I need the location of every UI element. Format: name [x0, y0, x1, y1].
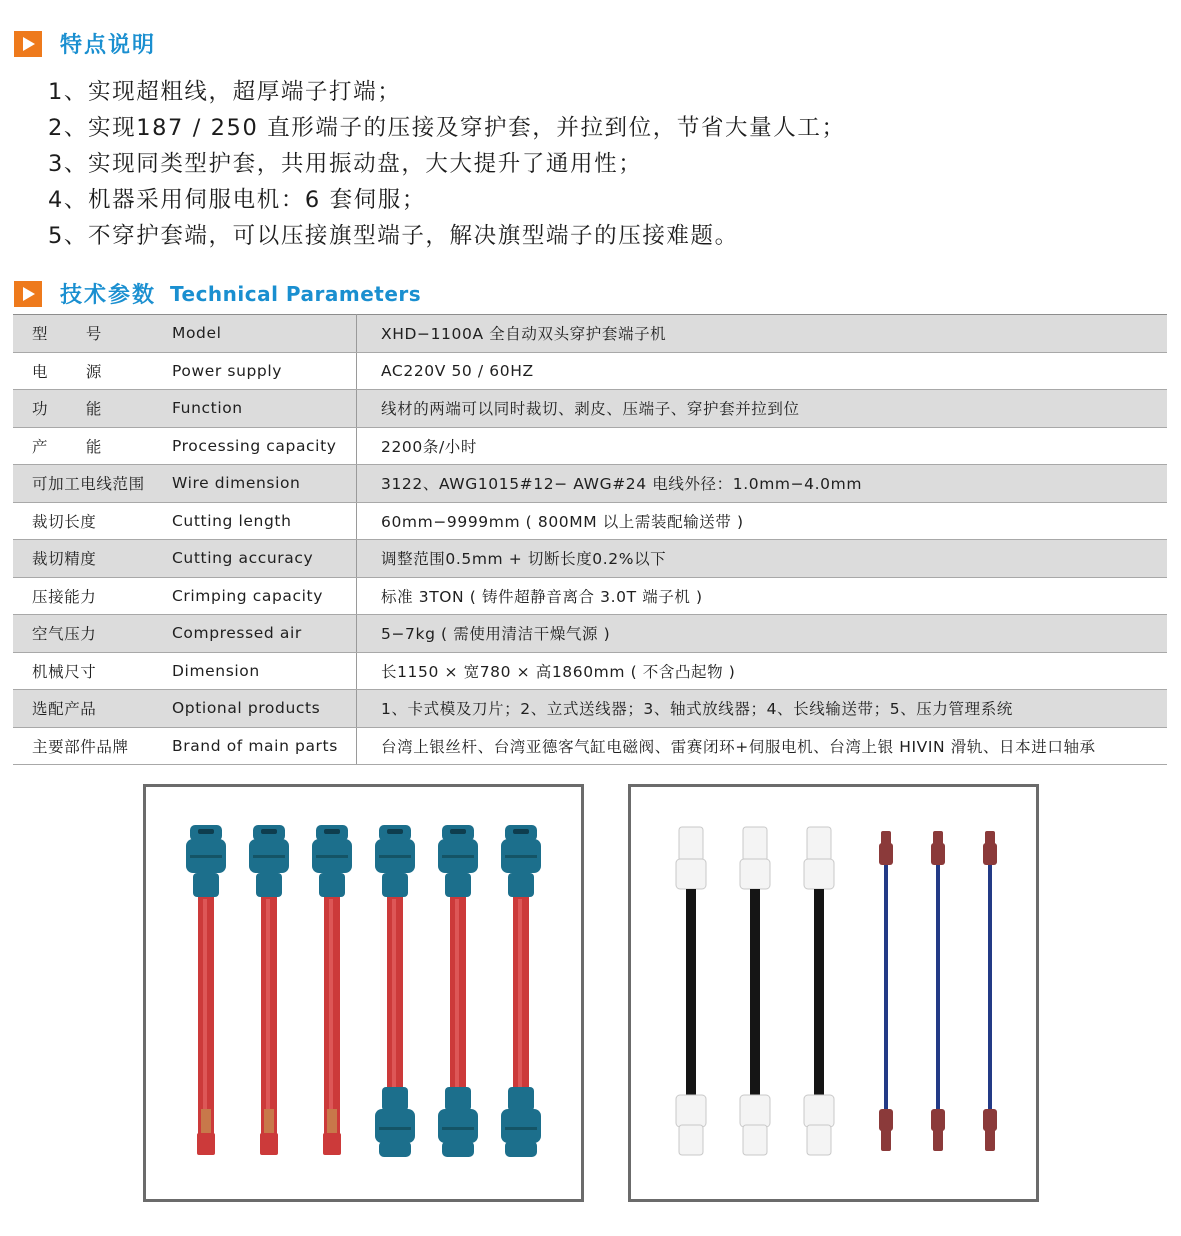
- feature-item: 2、实现187 / 250 直形端子的压接及穿护套，并拉到位，节省大量人工；: [48, 115, 846, 141]
- terminal-sleeve: [983, 1109, 997, 1131]
- param-label-cn: 主要部件品牌: [13, 727, 172, 765]
- params-title-en: Technical Parameters: [170, 281, 422, 306]
- terminal-cap: [985, 1129, 995, 1151]
- wire-end: [197, 1133, 215, 1155]
- feature-item: 1、实现超粗线，超厚端子打端；: [48, 79, 402, 105]
- param-value: XHD−1100A 全自动双头穿护套端子机: [357, 315, 1168, 353]
- play-arrow-icon: [14, 281, 42, 307]
- param-row: [13, 577, 1167, 615]
- terminal-blade: [807, 827, 831, 861]
- param-label-en: Brand of main parts: [172, 727, 357, 765]
- param-row: [13, 315, 1167, 353]
- params-header: [14, 278, 421, 309]
- sleeve-neck: [508, 873, 534, 897]
- sleeve-ridge: [505, 855, 537, 858]
- param-value: 5−7kg ( 需使用清洁干燥气源 ): [357, 615, 1168, 653]
- photo-black-blue-wires: [628, 784, 1039, 1202]
- param-label-cn: [13, 390, 172, 428]
- param-label-en: Crimping capacity: [172, 577, 357, 615]
- terminal-sleeve: [931, 843, 945, 865]
- param-label-en: Wire dimension: [172, 465, 357, 503]
- param-label-cn: 裁切精度: [13, 540, 172, 578]
- copper-tip: [327, 1109, 337, 1135]
- red-wire-assemblies-image: [146, 787, 581, 1199]
- sleeve-neck: [193, 873, 219, 897]
- blue-wire: [936, 865, 940, 1109]
- copper-tip: [201, 1109, 211, 1135]
- sleeve-ridge: [379, 1127, 411, 1130]
- param-row: [13, 727, 1167, 765]
- black-wire: [814, 889, 824, 1097]
- sleeve-ridge: [442, 855, 474, 858]
- terminal-sleeve: [879, 843, 893, 865]
- param-label-cn: 压接能力: [13, 577, 172, 615]
- param-value: 线材的两端可以同时裁切、剥皮、压端子、穿护套并拉到位: [357, 390, 1168, 428]
- param-label-cn: [13, 352, 172, 390]
- sleeve-neck: [445, 1087, 471, 1111]
- feature-item: 3、实现同类型护套，共用振动盘，大大提升了通用性；: [48, 151, 643, 177]
- terminal-cap: [881, 831, 891, 845]
- black-blue-wire-assemblies-image: [631, 787, 1036, 1199]
- black-wire: [686, 889, 696, 1097]
- param-value: AC220V 50 / 60HZ: [357, 352, 1168, 390]
- param-value: 长1150 × 宽780 × 高1860mm ( 不含凸起物 ): [357, 652, 1168, 690]
- sleeve-neck: [382, 873, 408, 897]
- wire-highlight: [329, 899, 333, 1139]
- param-label-en: Compressed air: [172, 615, 357, 653]
- features-title: 特点说明: [60, 33, 157, 58]
- terminal-sleeve: [676, 859, 706, 889]
- param-value: 台湾上银丝杆、台湾亚德客气缸电磁阀、雷赛闭环+伺服电机、台湾上银 HIVIN 滑轨、日本进口轴承: [357, 727, 1168, 765]
- sleeve-ridge: [442, 1127, 474, 1130]
- param-value: 1、卡式模及刀片；2、立式送线器；3、轴式放线器；4、长线输送带；5、压力管理系统: [357, 690, 1168, 728]
- param-row: [13, 652, 1167, 690]
- sleeve-body: [438, 1109, 478, 1143]
- param-label-cn: 裁切长度: [13, 502, 172, 540]
- param-label-cn-spread: 电 源: [32, 362, 102, 381]
- terminal-cap: [933, 1129, 943, 1151]
- copper-tip: [264, 1109, 274, 1135]
- param-label-cn: [13, 315, 172, 353]
- param-value: 标准 3TON ( 铸件超静音离合 3.0T 端子机 ): [357, 577, 1168, 615]
- sleeve-neck: [382, 1087, 408, 1111]
- terminal-cap: [985, 831, 995, 845]
- black-wire: [750, 889, 760, 1097]
- feature-item: 4、机器采用伺服电机：6 套伺服；: [48, 187, 426, 213]
- sleeve-slot: [387, 829, 403, 834]
- sleeve-neck: [508, 1087, 534, 1111]
- param-row: [13, 502, 1167, 540]
- sleeve-ridge: [316, 855, 348, 858]
- terminal-blade: [743, 1125, 767, 1155]
- photo-red-wires: [143, 784, 584, 1202]
- param-label-en: Dimension: [172, 652, 357, 690]
- feature-list: [48, 74, 846, 254]
- param-label-cn: 可加工电线范围: [13, 465, 172, 503]
- sleeve-ridge: [253, 855, 285, 858]
- terminal-sleeve: [931, 1109, 945, 1131]
- blue-wire: [884, 865, 888, 1109]
- param-label-cn-spread: 型 号: [32, 325, 102, 344]
- param-label-en: Cutting accuracy: [172, 540, 357, 578]
- blue-wire: [988, 865, 992, 1109]
- param-label-cn: 机械尺寸: [13, 652, 172, 690]
- param-value: 2200条/小时: [357, 427, 1168, 465]
- params-title-cn: 技术参数: [60, 283, 157, 308]
- terminal-sleeve: [804, 859, 834, 889]
- param-label-en: Optional products: [172, 690, 357, 728]
- terminal-cap: [933, 831, 943, 845]
- play-arrow-icon: [14, 31, 42, 57]
- sleeve-neck: [319, 873, 345, 897]
- param-label-en: Processing capacity: [172, 427, 357, 465]
- param-label-en: Function: [172, 390, 357, 428]
- terminal-blade: [743, 827, 767, 861]
- sleeve-slot: [450, 829, 466, 834]
- param-row: [13, 690, 1167, 728]
- sleeve-slot: [324, 829, 340, 834]
- sleeve-slot: [261, 829, 277, 834]
- sleeve-slot: [198, 829, 214, 834]
- sleeve-ridge: [379, 855, 411, 858]
- sleeve-ridge: [190, 855, 222, 858]
- wire-end: [323, 1133, 341, 1155]
- param-row: [13, 427, 1167, 465]
- param-label-cn-spread: 产 能: [32, 437, 102, 456]
- features-header: [14, 28, 156, 59]
- sleeve-slot: [513, 829, 529, 834]
- sleeve-body: [501, 1109, 541, 1143]
- terminal-blade: [679, 1125, 703, 1155]
- param-row: [13, 465, 1167, 503]
- feature-item: 5、不穿护套端，可以压接旗型端子，解决旗型端子的压接难题。: [48, 223, 739, 249]
- param-value: 调整范围0.5mm + 切断长度0.2%以下: [357, 540, 1168, 578]
- sleeve-ridge: [505, 1127, 537, 1130]
- sleeve-body: [375, 1109, 415, 1143]
- terminal-cap: [881, 1129, 891, 1151]
- terminal-sleeve: [804, 1095, 834, 1127]
- param-label-cn-spread: 功 能: [32, 400, 102, 419]
- terminal-blade: [679, 827, 703, 861]
- wire-end: [260, 1133, 278, 1155]
- terminal-blade: [807, 1125, 831, 1155]
- param-label-en: Cutting length: [172, 502, 357, 540]
- param-row: [13, 352, 1167, 390]
- terminal-sleeve: [740, 859, 770, 889]
- sleeve-neck: [445, 873, 471, 897]
- sleeve-head: [505, 1141, 537, 1157]
- wire-highlight: [203, 899, 207, 1139]
- param-row: [13, 540, 1167, 578]
- parameters-table: [13, 314, 1167, 765]
- param-value: 60mm−9999mm ( 800MM 以上需装配输送带 ): [357, 502, 1168, 540]
- param-label-cn: 选配产品: [13, 690, 172, 728]
- sleeve-neck: [256, 873, 282, 897]
- param-label-cn: 空气压力: [13, 615, 172, 653]
- param-label-en: Power supply: [172, 352, 357, 390]
- param-label-en: Model: [172, 315, 357, 353]
- terminal-sleeve: [676, 1095, 706, 1127]
- param-label-cn: [13, 427, 172, 465]
- param-value: 3122、AWG1015#12− AWG#24 电线外径：1.0mm−4.0mm: [357, 465, 1168, 503]
- param-row: [13, 615, 1167, 653]
- sleeve-head: [442, 1141, 474, 1157]
- terminal-sleeve: [740, 1095, 770, 1127]
- terminal-sleeve: [879, 1109, 893, 1131]
- sleeve-head: [379, 1141, 411, 1157]
- param-row: [13, 390, 1167, 428]
- terminal-sleeve: [983, 843, 997, 865]
- wire-highlight: [266, 899, 270, 1139]
